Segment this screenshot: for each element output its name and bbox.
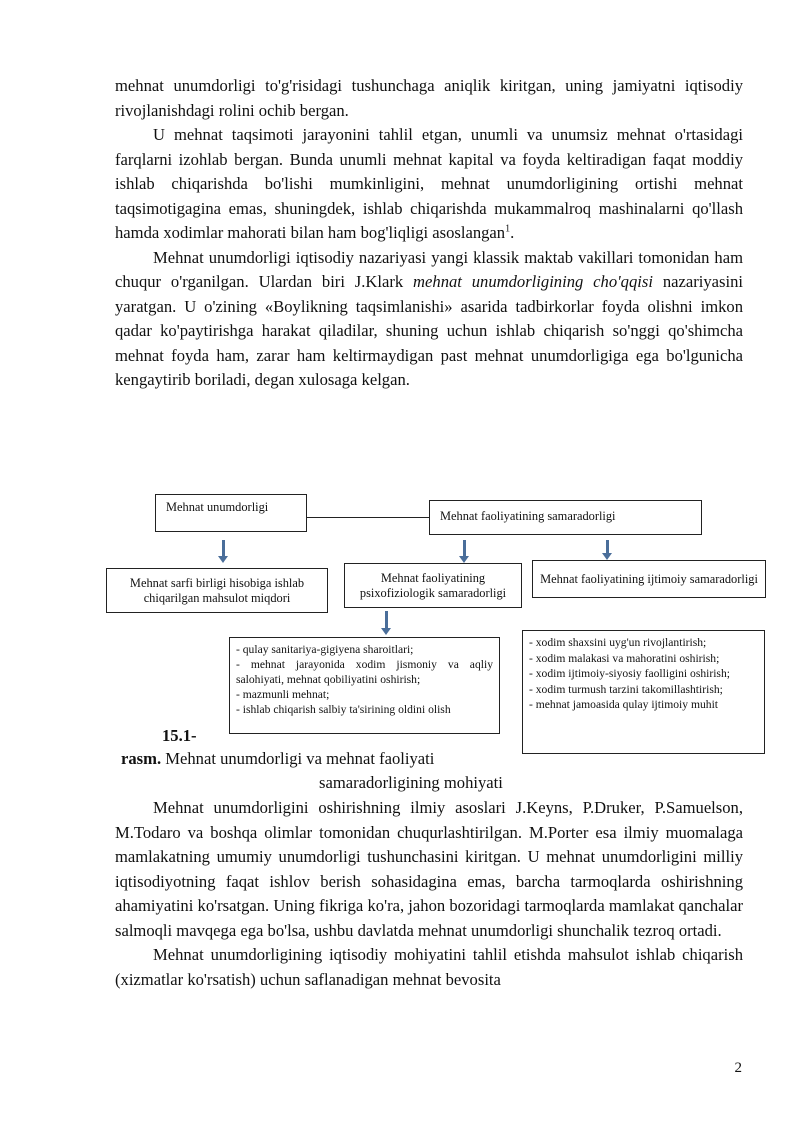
paragraph-5: Mehnat unumdorligining iqtisodiy mohiyatini tahlil etishda mahsulot ishlab chiqarish (xizmatlar ko'rsatish) uchun saflanadigan mehnat bevosita bbox=[115, 945, 743, 989]
footnote-mark: 1 bbox=[505, 223, 511, 235]
figure-number-b: rasm. bbox=[121, 749, 162, 768]
arrow-down-1 bbox=[222, 540, 225, 557]
box-efficiency: Mehnat faoliyatining samaradorligi bbox=[429, 500, 702, 535]
box-social-items bbox=[522, 630, 765, 754]
arrow-down-4 bbox=[385, 611, 388, 629]
paragraph-3: Mehnat unumdorligi iqtisodiy nazariyasi yangi klassik maktab vakillari tomonidan ham chuqur o'rganilgan. Ulardan biri J.Klark mehnat unumdorligining cho'qqisi nazariyasini yaratgan. U o'zining «Boylikning taqsimlanishi» asarida tadbirkorlar foyda olishni imkon qadar ko'paytirishga harakat qiladilar, shuning uchun ishlab chiqarish so'nggi qo'shimcha mehnat foyda ham, zarar ham keltirmaydigan past mehnat unumdorligiga ega bo'lgunicha kengaytirib boriladi, degan xulosaga kelgan. bbox=[115, 247, 743, 389]
social-item: - mehnat jamoasida qulay ijtimoiy muhit bbox=[529, 698, 719, 711]
figure-caption-text-b: samaradorligining mohiyati bbox=[319, 773, 503, 792]
social-item: - xodim shaxsini uyg'un rivojlantirish; bbox=[529, 636, 707, 649]
paragraph-4: Mehnat unumdorligini oshirishning ilmiy asoslari J.Keyns, P.Druker, P.Samuelson, M.Todaro va boshqa olimlar tomonidan chuqurlashtirilgan. M.Porter esa ilmiy muomalaga mamlakatning umumiy unumdorligi tushunchasini kiritgan. U mehnat unumdorligini milliy iqtisodiyotning faqat ishlov berish sohasidagina emas, barcha tarmoqlarda oshirishning ahamiyatini ko'rsatgan. Uning fikriga ko'ra, jahon bozoridagi tarmoqlarda mamlakat qanchalar salmoqli mavqega ega bo'lsa, ushbu davlatda mehnat unumdorligi shunchalik tezroq ortadi. bbox=[115, 798, 743, 940]
arrow-down-3 bbox=[606, 540, 609, 554]
figure-caption-line-1 bbox=[121, 749, 434, 769]
connector-line bbox=[307, 517, 429, 518]
figure-caption-text-a: Mehnat unumdorligi va mehnat faoliyati bbox=[165, 749, 435, 768]
body-text-top bbox=[115, 74, 743, 393]
social-item: - xodim malakasi va mahoratini oshirish; bbox=[529, 651, 720, 665]
italic-term: mehnat unumdorligining cho'qqisi bbox=[413, 272, 653, 291]
box-output: Mehnat sarfi birligi hisobiga ishlab chiqarilgan mahsulot miqdori bbox=[106, 568, 328, 613]
paragraph-2: U mehnat taqsimoti jarayonini tahlil etgan, unumli va unumsiz mehnat o'rtasidagi farqlarni izohlab bergan. Bunda unumli mehnat kapital va foyda keltiradigan faqat moddiy ishlab chiqarishda bo'lishi mumkinligini, mehnat unumdorligining ortishi mehnat taqsimotigagina emas, shuningdek, ishlab chiqarishda mukammalroq mashinalarni qo'llash hamda xodimlar mahorati bilan ham bog'liqligi asoslangan$^1$. bbox=[115, 125, 743, 242]
box-social: Mehnat faoliyatining ijtimoiy samaradorligi bbox=[532, 560, 766, 598]
body-text-bottom bbox=[115, 796, 743, 992]
box-psycho-items bbox=[229, 637, 500, 734]
social-item: - xodim turmush tarzini takomillashtirish; bbox=[529, 682, 723, 696]
page-number: 2 bbox=[734, 1060, 742, 1076]
psycho-item: - ishlab chiqarish salbiy ta'sirining oldini olish bbox=[236, 703, 451, 716]
box-psycho: Mehnat faoliyatining psixofiziologik samaradorligi bbox=[344, 563, 522, 608]
box-productivity: Mehnat unumdorligi bbox=[155, 494, 307, 532]
social-item: - xodim ijtimoiy-siyosiy faolligini oshirish; bbox=[529, 667, 730, 680]
figure-number-a: 15.1- bbox=[162, 726, 197, 745]
paragraph-1: mehnat unumdorligi to'g'risidagi tushunchaga aniqlik kiritgan, uning jamiyatni iqtisodiy rivojlanishdagi rolini ochib bergan. bbox=[115, 76, 743, 120]
psycho-item: - mazmunli mehnat; bbox=[236, 688, 330, 701]
psycho-item: - qulay sanitariya-gigiyena sharoitlari; bbox=[236, 643, 414, 656]
arrow-down-2 bbox=[463, 540, 466, 557]
psycho-item: - mehnat jarayonida xodim jismoniy va aqliy salohiyati, mehnat qobiliyatini oshirish; bbox=[236, 658, 493, 686]
